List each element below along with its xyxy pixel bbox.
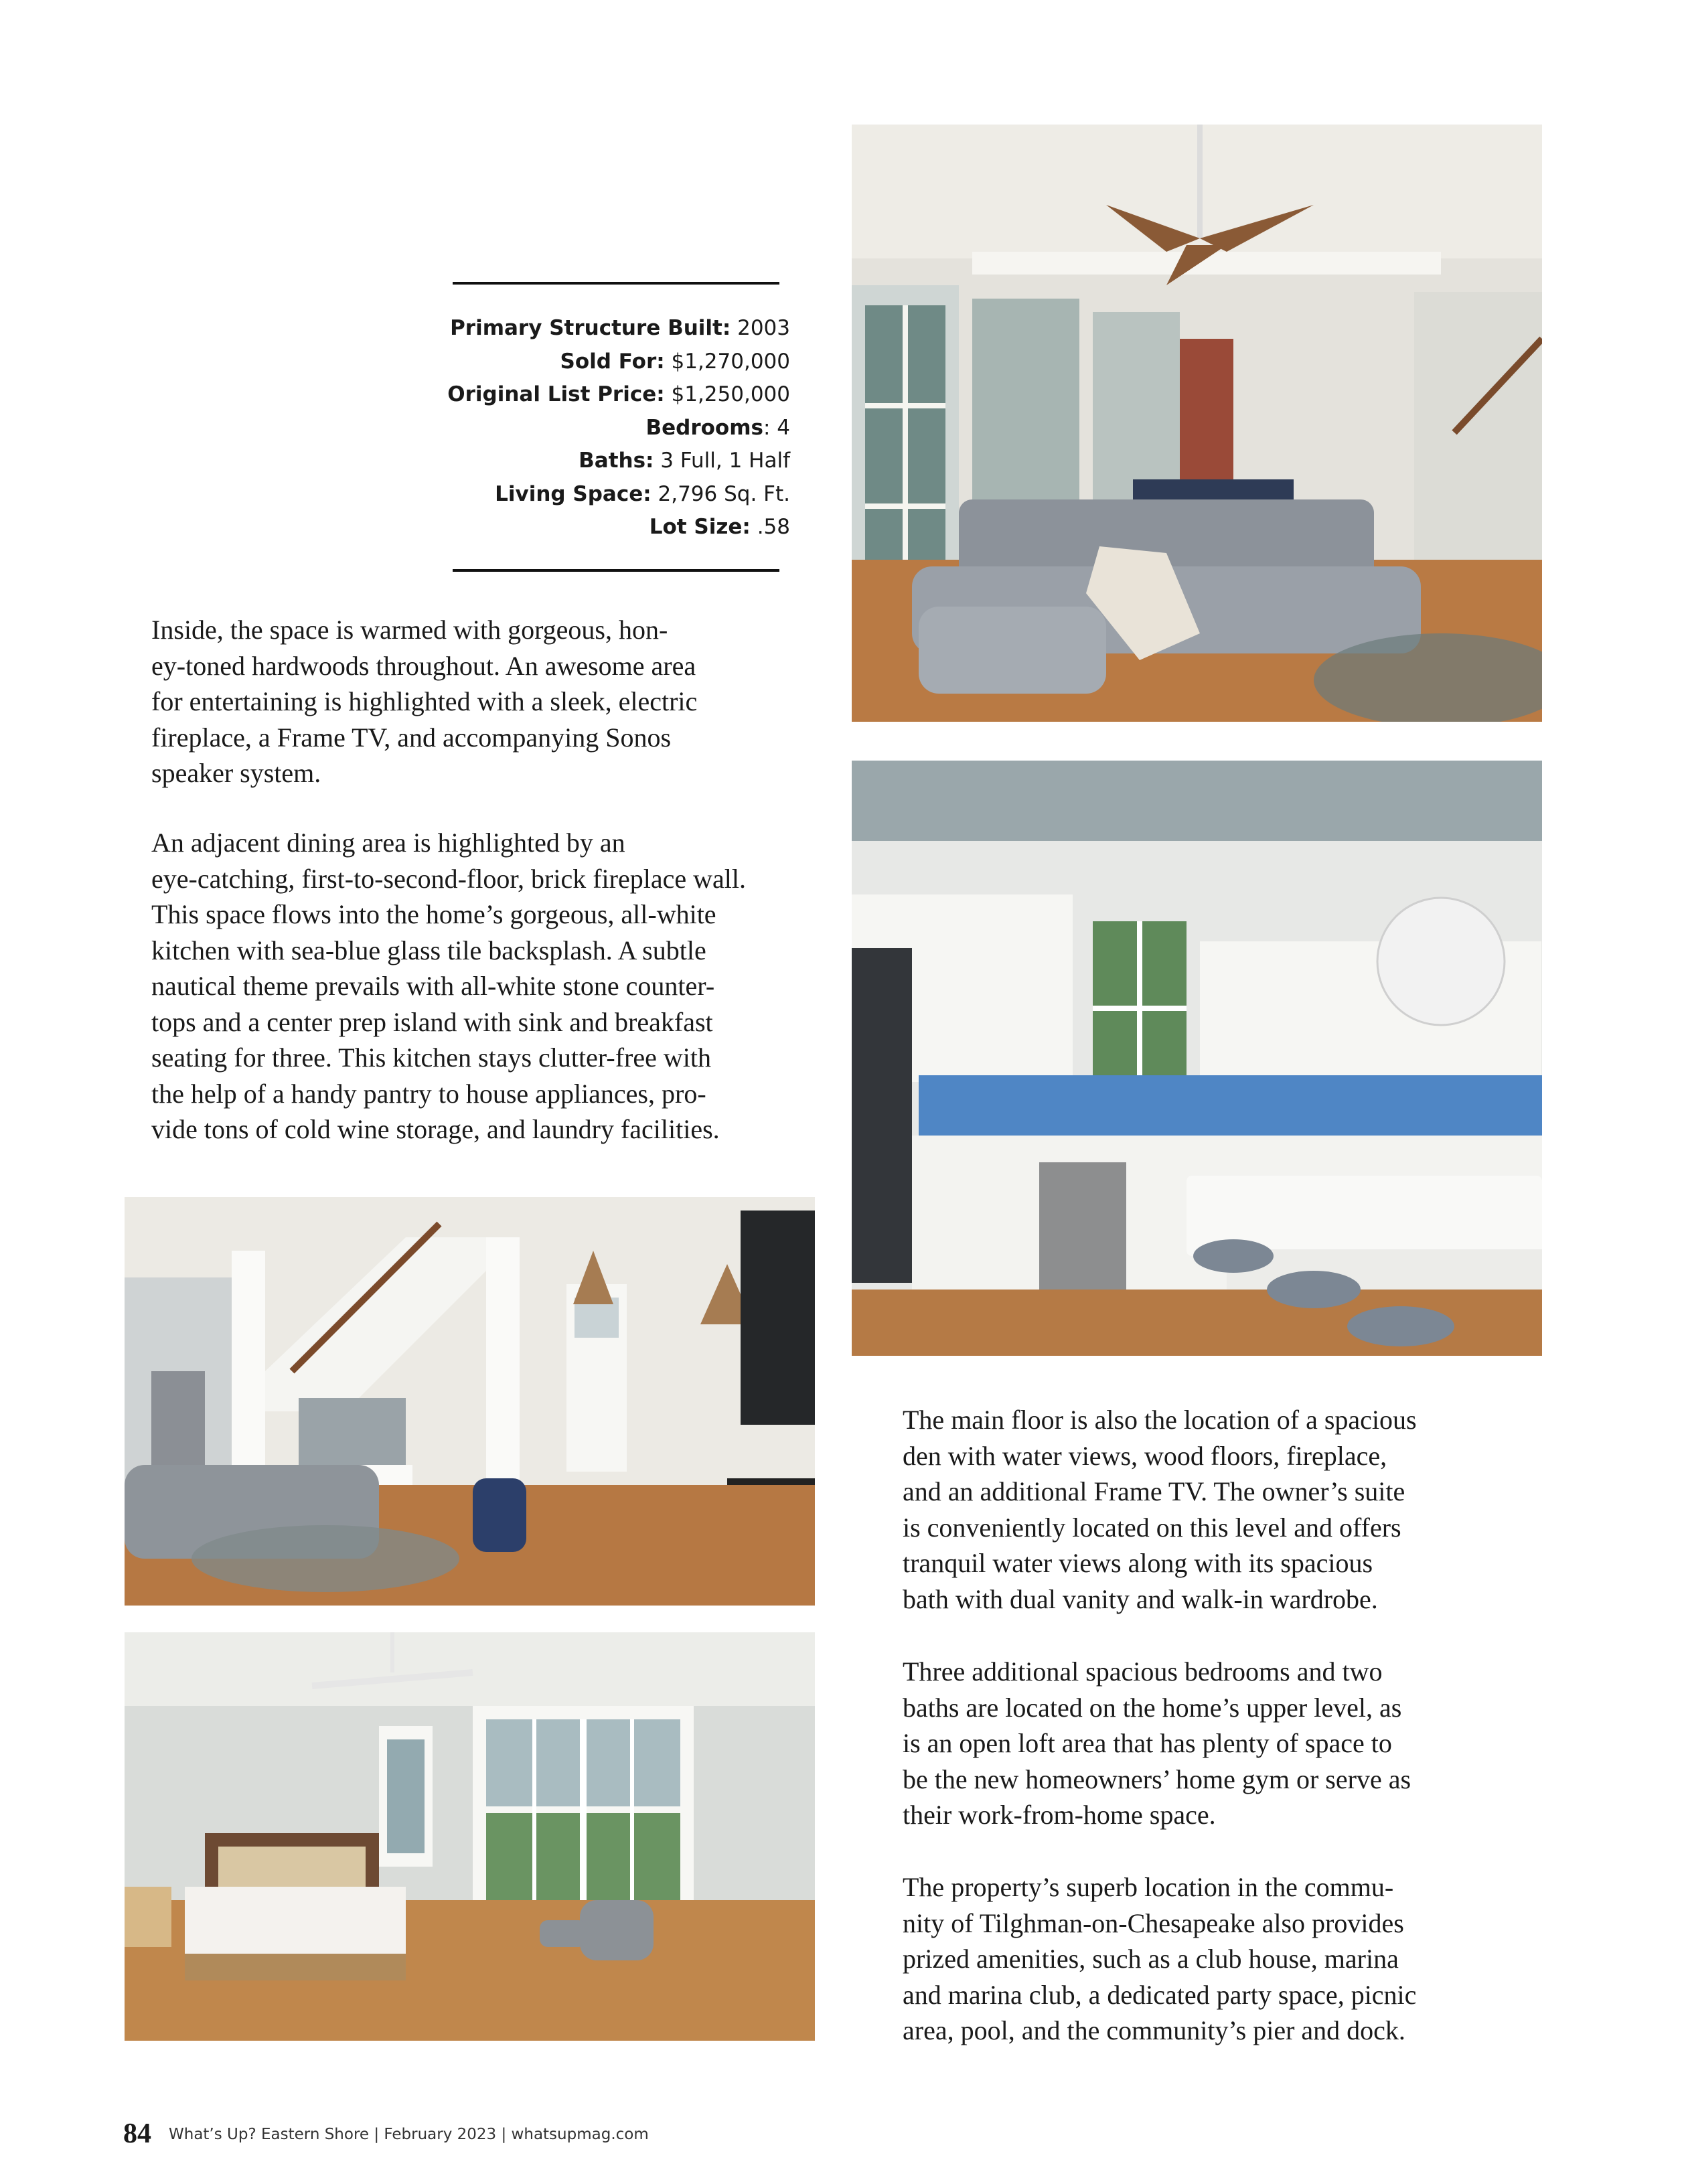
- spec-value: $1,270,000: [664, 349, 790, 374]
- spec-bottom-rule: [453, 569, 779, 572]
- text-line: and marina club, a dedicated party space, picnic: [903, 1979, 1417, 2010]
- text-line: This space flows into the home’s gorgeous, all-white: [151, 899, 716, 929]
- spec-list: [415, 312, 790, 544]
- footer-text: What’s Up? Eastern Shore | February 2023 | whatsupmag.com: [169, 2126, 649, 2143]
- spec-value: : 4: [763, 415, 790, 440]
- text-line: speaker system.: [151, 758, 321, 788]
- text-line: den with water views, wood floors, fireplace,: [903, 1440, 1387, 1471]
- text-line: An adjacent dining area is highlighted by an: [151, 828, 625, 858]
- spec-key: Sold For:: [560, 349, 665, 374]
- kitchen-photo: [852, 761, 1542, 1356]
- spec-key: Lot Size:: [649, 515, 751, 539]
- spec-key: Bedrooms: [645, 415, 763, 440]
- spec-value: 3 Full, 1 Half: [654, 449, 790, 473]
- text-line: baths are located on the home’s upper level, as: [903, 1692, 1402, 1723]
- text-line: bath with dual vanity and walk-in wardrobe.: [903, 1583, 1378, 1614]
- spec-key: Original List Price:: [447, 382, 665, 406]
- spec-value: 2,796 Sq. Ft.: [651, 481, 790, 506]
- page-number: 84: [123, 2118, 151, 2149]
- text-line: eye-catching, first-to-second-floor, brick fireplace wall.: [151, 863, 746, 894]
- spec-key: Primary Structure Built:: [450, 316, 731, 340]
- paragraph-location: [903, 1869, 1416, 2049]
- text-line: area, pool, and the community’s pier and dock.: [903, 2015, 1405, 2045]
- text-line: and an additional Frame TV. The owner’s suite: [903, 1476, 1405, 1506]
- spec-row: [415, 312, 790, 345]
- spec-row: [415, 412, 790, 445]
- text-line: vide tons of cold wine storage, and laundry facilities.: [151, 1114, 720, 1144]
- text-line: fireplace, a Frame TV, and accompanying Sonos: [151, 722, 672, 753]
- spec-value: 2003: [731, 316, 790, 340]
- spec-row: [415, 378, 790, 412]
- text-line: ey-toned hardwoods throughout. An awesome area: [151, 650, 696, 681]
- spec-row: [415, 345, 790, 379]
- spec-key: Baths:: [579, 449, 654, 473]
- text-line: seating for three. This kitchen stays clutter-free with: [151, 1042, 711, 1073]
- text-line: be the new homeowners’ home gym or serve as: [903, 1764, 1411, 1794]
- spec-row: [415, 478, 790, 512]
- spec-row: [415, 511, 790, 544]
- text-line: kitchen with sea-blue glass tile backsplash. A subtle: [151, 935, 706, 965]
- spec-value: .58: [750, 515, 790, 539]
- bedroom-photo: [125, 1632, 815, 2041]
- text-line: nautical theme prevails with all-white stone counter-: [151, 971, 715, 1001]
- text-line: nity of Tilghman-on-Chesapeake also provides: [903, 1907, 1404, 1938]
- text-line: for entertaining is highlighted with a sleek, electric: [151, 686, 698, 716]
- paragraph-main-floor: [903, 1402, 1417, 1617]
- text-line: is conveniently located on this level and offers: [903, 1512, 1401, 1543]
- text-line: Three additional spacious bedrooms and two: [903, 1656, 1383, 1687]
- paragraph-upper-level: [903, 1654, 1411, 1833]
- text-line: prized amenities, such as a club house, marina: [903, 1944, 1399, 1974]
- spec-value: $1,250,000: [664, 382, 790, 406]
- text-line: tops and a center prep island with sink and breakfast: [151, 1006, 713, 1037]
- paragraph-kitchen: [151, 825, 746, 1148]
- spec-top-rule: [453, 282, 779, 285]
- den-photo: [125, 1197, 815, 1606]
- text-line: is an open loft area that has plenty of space to: [903, 1728, 1392, 1758]
- text-line: the help of a handy pantry to house appliances, pro-: [151, 1078, 706, 1109]
- text-line: their work-from-home space.: [903, 1800, 1216, 1830]
- text-line: The main floor is also the location of a spacious: [903, 1405, 1417, 1435]
- text-line: The property’s superb location in the commu-: [903, 1872, 1394, 1902]
- spec-key: Living Space:: [495, 481, 652, 506]
- text-line: tranquil water views along with its spacious: [903, 1548, 1373, 1578]
- paragraph-interior: [151, 612, 697, 791]
- text-line: Inside, the space is warmed with gorgeous, hon-: [151, 615, 668, 645]
- spec-row: [415, 445, 790, 478]
- living-room-photo: [852, 125, 1542, 722]
